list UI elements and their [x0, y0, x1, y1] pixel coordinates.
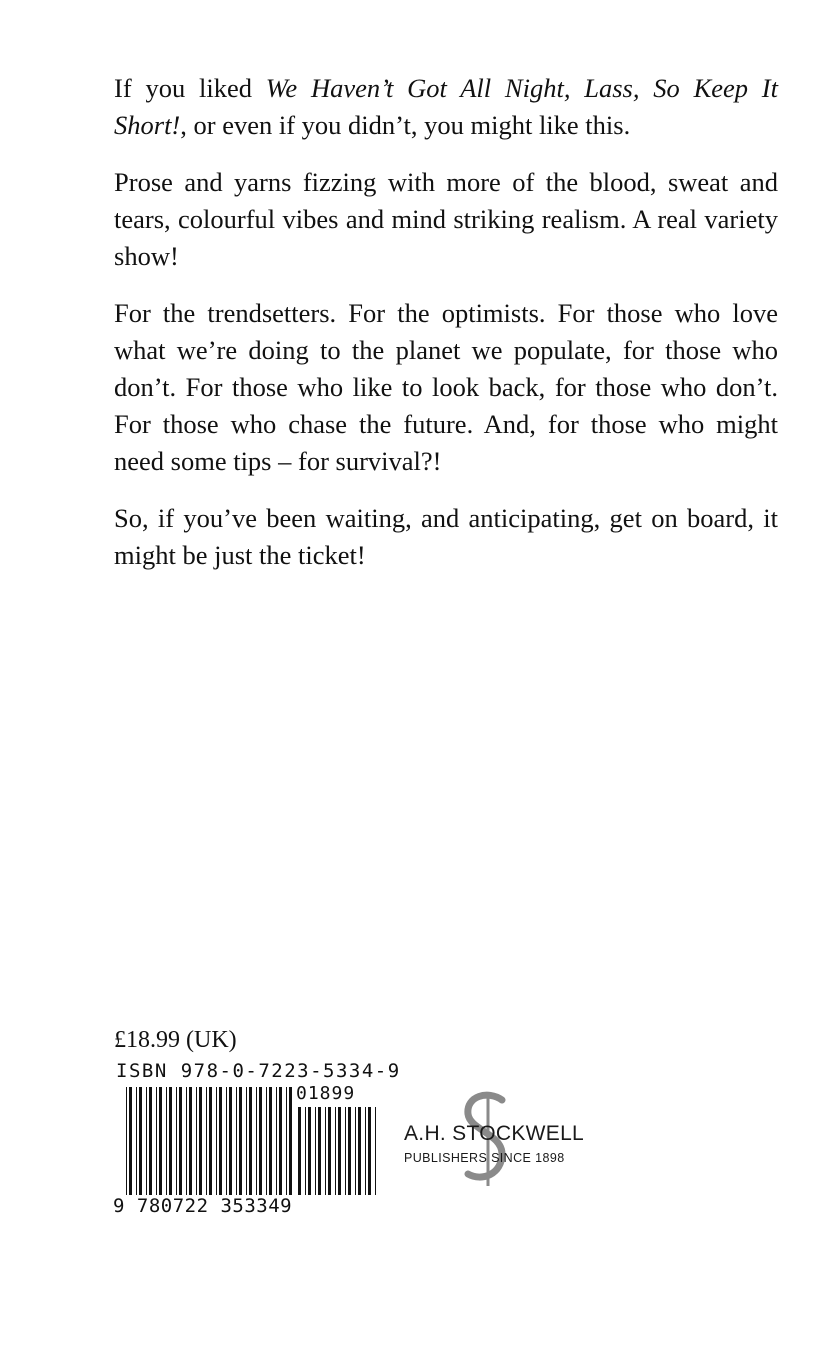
- back-cover-blurb: [114, 70, 778, 594]
- blurb-tail: , or even if you didn’t, you might like this.: [180, 110, 631, 140]
- barcode-bar: [286, 1087, 287, 1195]
- barcode-bar: [249, 1087, 252, 1195]
- barcode-bar: [206, 1087, 207, 1195]
- publisher-logo: [400, 1090, 585, 1190]
- barcode-bar: [216, 1087, 217, 1195]
- barcode-bar: [209, 1087, 212, 1195]
- barcode-bar: [126, 1087, 127, 1195]
- barcode-bar: [189, 1087, 192, 1195]
- barcode-bar: [345, 1107, 346, 1195]
- barcode-bar: [229, 1087, 232, 1195]
- barcode-bar: [169, 1087, 172, 1195]
- barcode-bar: [179, 1087, 182, 1195]
- barcode-bar: [266, 1087, 267, 1195]
- barcode-bar: [276, 1087, 277, 1195]
- barcode-bar: [156, 1087, 157, 1195]
- barcode-bar: [176, 1087, 177, 1195]
- barcode-bar: [355, 1107, 356, 1195]
- barcode-bar: [246, 1087, 247, 1195]
- barcode-bar: [305, 1107, 306, 1195]
- publisher-name: A.H. STOCKWELL: [404, 1122, 585, 1145]
- barcode-bar: [159, 1087, 162, 1195]
- barcode-bar: [259, 1087, 262, 1195]
- blurb-paragraph-2: Prose and yarns fizzing with more of the blood, sweat and tears, colourful vibes and mind striking realism. A real variety show!: [114, 167, 778, 271]
- barcode-bar: [129, 1087, 132, 1195]
- blurb-paragraph-4: So, if you’ve been waiting, and anticipating, get on board, it might be just the ticket!: [114, 503, 778, 570]
- barcode-bar: [375, 1107, 376, 1195]
- barcode-bar: [166, 1087, 167, 1195]
- barcode-bar: [149, 1087, 152, 1195]
- isbn-label: ISBN 978-0-7223-5334-9: [116, 1060, 401, 1082]
- barcode-bar: [318, 1107, 321, 1195]
- blurb-paragraph-1: [114, 70, 778, 144]
- barcode-bar: [308, 1107, 311, 1195]
- blurb-paragraph-3: For the trendsetters. For the optimists. For those who love what we’re doing to the planet we populate, for those who don’t. For those who like to look back, for those who don’t. For those who chase the future. And, for those who might need some tips – for survival?!: [114, 298, 778, 476]
- barcode-bar: [236, 1087, 237, 1195]
- barcode-ean-digits: 9 780722 353349: [113, 1195, 293, 1217]
- barcode-bar: [219, 1087, 222, 1195]
- barcode-bar: [325, 1107, 326, 1195]
- barcode-bar: [358, 1107, 361, 1195]
- barcode-bar: [186, 1087, 187, 1195]
- price-label: £18.99 (UK): [114, 1027, 237, 1053]
- barcode-bar: [315, 1107, 316, 1195]
- barcode-bar: [328, 1107, 331, 1195]
- barcode-bar: [146, 1087, 147, 1195]
- barcode-bar: [348, 1107, 351, 1195]
- barcode-bar: [139, 1087, 142, 1195]
- barcode-bar: [256, 1087, 257, 1195]
- blurb-lead: If you liked: [114, 73, 266, 103]
- referenced-book-title: We Haven’t Got All Night, Lass, So Keep It Short!: [114, 73, 778, 140]
- barcode-bar: [279, 1087, 282, 1195]
- publisher-tagline: PUBLISHERS SINCE 1898: [404, 1151, 565, 1165]
- barcode-bar: [269, 1087, 272, 1195]
- barcode-bar: [298, 1107, 301, 1195]
- barcode-bar: [289, 1087, 292, 1195]
- barcode-bar: [338, 1107, 341, 1195]
- barcode-bar: [368, 1107, 371, 1195]
- barcode-bar: [199, 1087, 202, 1195]
- barcode-bar: [239, 1087, 242, 1195]
- barcode-bar: [365, 1107, 366, 1195]
- barcode-bar: [136, 1087, 137, 1195]
- barcode-bar: [335, 1107, 336, 1195]
- barcode-addon-number: 01899: [296, 1083, 356, 1104]
- barcode-bar: [226, 1087, 227, 1195]
- barcode-bar: [196, 1087, 197, 1195]
